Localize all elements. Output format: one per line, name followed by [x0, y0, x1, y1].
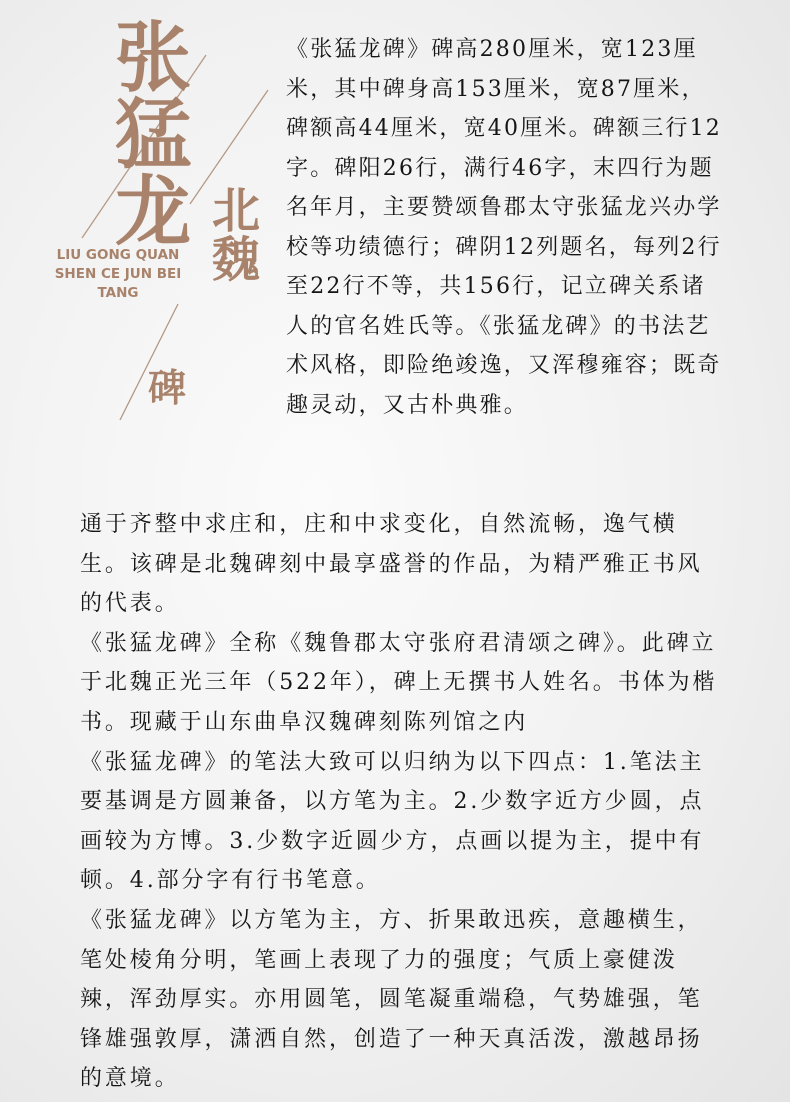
dynasty-char-2: 魏	[212, 232, 261, 288]
body-paragraph: 《张猛龙碑》以方笔为主，方、折果敢迅疾，意趣横生，笔处棱角分明，笔画上表现了力的强度；气质上豪健泼辣，浑劲厚实。亦用圆笔，圆笔凝重端稳，气势雄强，笔锋雄强敦厚，潇洒自然，创造了一种天真活泼，激越昂扬的意境。	[80, 907, 703, 1092]
title-char-2: 猛	[115, 90, 191, 179]
body-text	[80, 505, 720, 1099]
pinyin-line: LIU GONG QUAN	[56, 247, 180, 263]
stele-char: 碑	[148, 366, 187, 410]
pinyin-subtitle	[44, 246, 192, 303]
body-paragraph: 《张猛龙碑》全称《魏鲁郡太守张府君清颂之碑》。此碑立于北魏正光三年（522年），碑上无撰书人姓名。书体为楷书。现藏于山东曲阜汉魏碑刻陈列馆之内	[80, 630, 718, 735]
body-paragraph: 通于齐整中求庄和，庄和中求变化，自然流畅，逸气横生。该碑是北魏碑刻中最享盛誉的作品，为精严雅正书风的代表。	[80, 512, 703, 617]
pinyin-line: TANG	[97, 285, 139, 301]
title-char-1: 张	[115, 13, 191, 102]
intro-paragraph: 《张猛龙碑》碑高280厘米，宽123厘米，其中碑身高153厘米，宽87厘米，碑额高44厘米，宽40厘米。碑额三行12字。碑阳26行，满行46字，末四行为题名年月，主要赞颂鲁郡太守张猛龙兴办学校等功绩德行；碑阴12列题名，每列2行至22行不等，共156行，记立碑关系诸人的官名姓氏等。《张猛龙碑》的书法艺术风格，即险绝竣逸，又浑穆雍容；既奇趣灵动，又古朴典雅。	[286, 37, 722, 418]
body-paragraph: 《张猛龙碑》的笔法大致可以归纳为以下四点：1.笔法主要基调是方圆兼备，以方笔为主。2.少数字近方少圆，点画较为方博。3.少数字近圆少方，点画以提为主，提中有顿。4.部分字有行书笔意。	[80, 749, 705, 894]
pinyin-line: SHEN CE JUN BEI	[54, 266, 182, 282]
title-char-3: 龙	[115, 167, 191, 256]
dynasty-char-1: 北	[212, 183, 261, 239]
